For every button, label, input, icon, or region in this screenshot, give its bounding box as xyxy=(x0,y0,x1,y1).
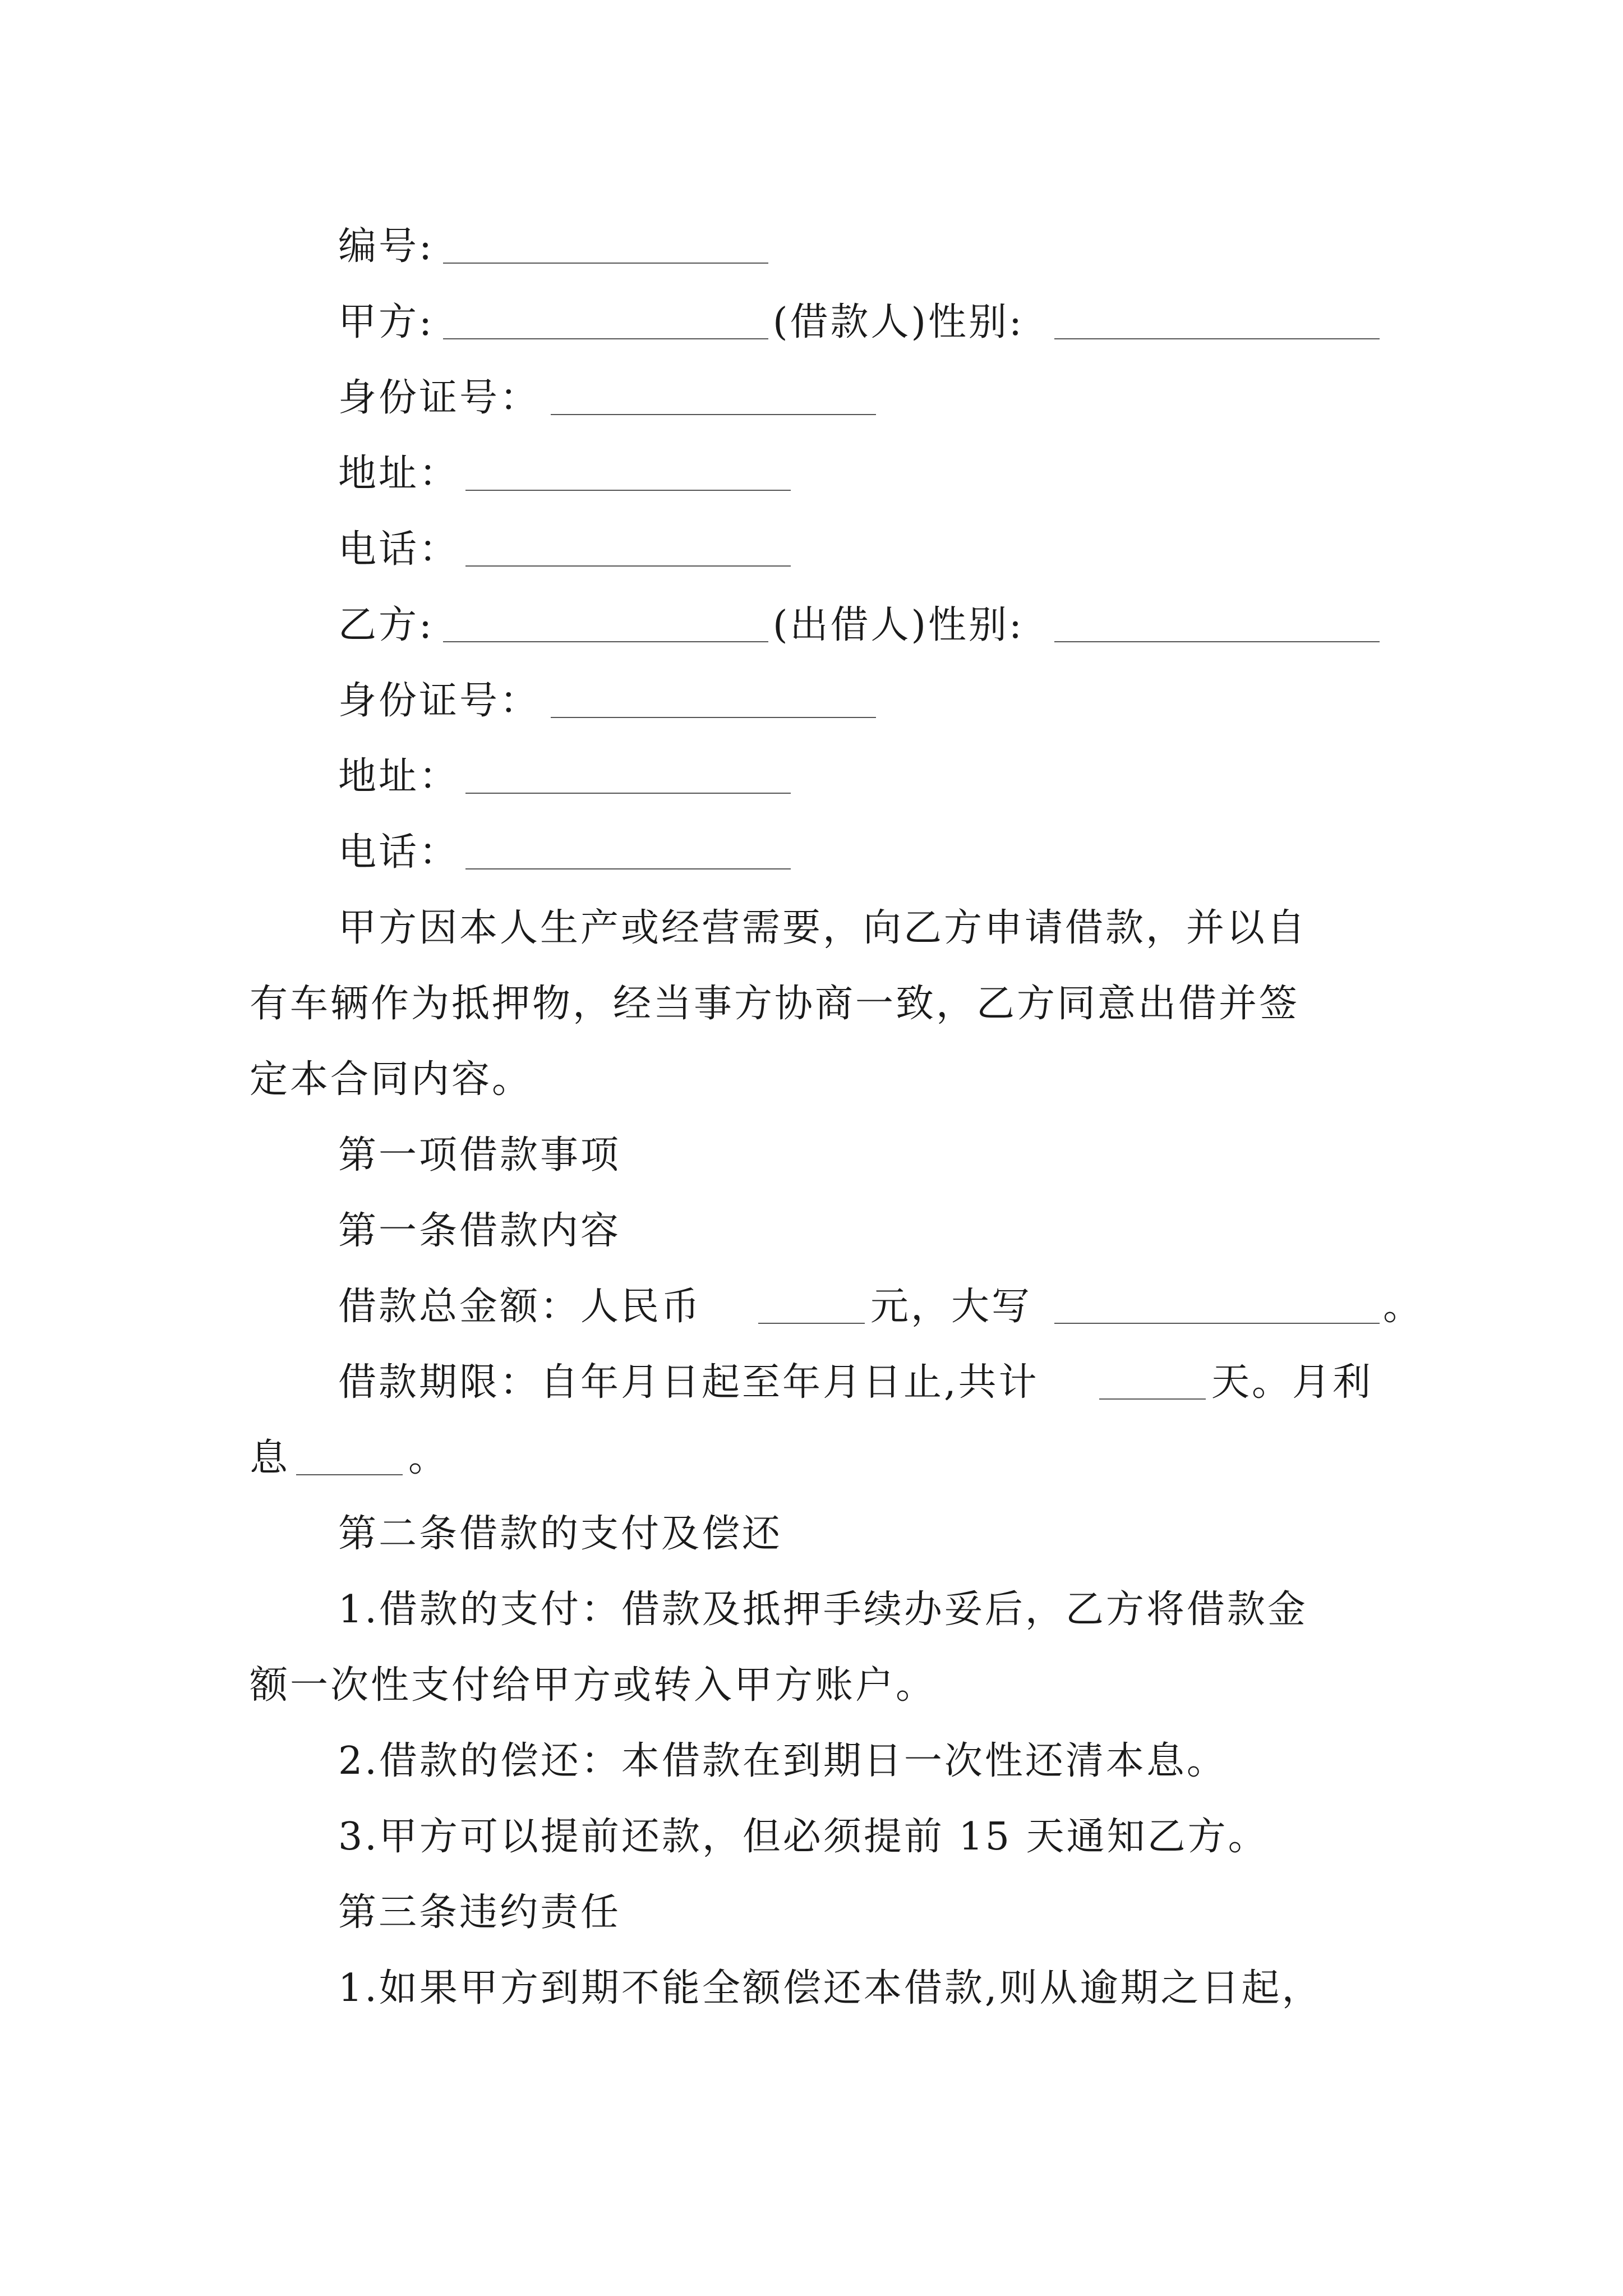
party-a-address-label: 地址： xyxy=(338,452,460,496)
party-a-phone-blank[interactable] xyxy=(465,565,791,567)
article2-item3-text: 3.甲方可以提前还款，但必须提前 15 天通知乙方。 xyxy=(338,1815,1269,1859)
party-b-name-blank[interactable] xyxy=(443,641,768,642)
intro-line-2 xyxy=(0,970,1623,1038)
party-b-id-blank[interactable] xyxy=(551,717,876,718)
number-blank[interactable] xyxy=(443,263,768,264)
party-b-address-label: 地址： xyxy=(338,754,460,799)
article3-item1-line1 xyxy=(0,1955,1623,2022)
party-b-phone-blank[interactable] xyxy=(465,868,791,869)
article2-item1-line2 xyxy=(0,1652,1623,1719)
party-a-phone-row xyxy=(0,516,1623,583)
amount-label: 借款总金额：人民币 xyxy=(338,1285,702,1329)
article2-title-text: 第二条借款的支付及偿还 xyxy=(338,1512,783,1556)
article3-item1-text-1: 1.如果甲方到期不能全额偿还本借款,则从逾期之日起， xyxy=(338,1966,1322,2010)
party-a-id-row xyxy=(0,365,1623,432)
section1-title xyxy=(0,1122,1623,1189)
term-text: 借款期限：自年月日起至年月日止,共计 xyxy=(338,1360,1039,1405)
lender-role-label: (出借人)性别: xyxy=(773,603,1024,647)
borrower-role-label: (借款人)性别: xyxy=(773,300,1024,344)
article2-item1-text-1: 1.借款的支付：借款及抵押手续办妥后，乙方将借款金 xyxy=(338,1588,1308,1632)
party-b-phone-row xyxy=(0,819,1623,886)
party-a-address-row xyxy=(0,440,1623,508)
term-row xyxy=(0,1349,1623,1416)
article2-item1-line1 xyxy=(0,1576,1623,1644)
article3-title xyxy=(0,1879,1623,1947)
amount-blank[interactable] xyxy=(758,1323,865,1324)
intro-line-1 xyxy=(0,895,1623,962)
party-a-gender-blank[interactable] xyxy=(1054,338,1380,339)
party-b-address-row xyxy=(0,743,1623,811)
intro-text-3: 定本合同内容。 xyxy=(250,1057,533,1102)
section1-title-text: 第一项借款事项 xyxy=(338,1133,621,1177)
interest-row xyxy=(0,1425,1623,1492)
article1-title-text: 第一条借款内容 xyxy=(338,1209,621,1253)
yuan-label: 元，大写 xyxy=(870,1285,1032,1329)
article2-title xyxy=(0,1501,1623,1568)
party-a-row xyxy=(0,289,1623,356)
amount-words-blank[interactable] xyxy=(1054,1323,1380,1324)
article1-title xyxy=(0,1198,1623,1265)
interest-period: 。 xyxy=(408,1436,449,1480)
number-label: 编号: xyxy=(338,224,434,269)
party-b-id-row xyxy=(0,668,1623,735)
party-a-phone-label: 电话： xyxy=(338,527,460,572)
party-b-address-blank[interactable] xyxy=(465,793,791,794)
party-a-address-blank[interactable] xyxy=(465,490,791,491)
party-a-name-blank[interactable] xyxy=(443,338,768,339)
intro-text-1: 甲方因本人生产或经营需要，向乙方申请借款，并以自 xyxy=(338,906,1308,950)
party-a-label: 甲方: xyxy=(338,300,434,344)
party-b-row xyxy=(0,592,1623,659)
term-days-blank[interactable] xyxy=(1099,1398,1206,1400)
article2-item2 xyxy=(0,1728,1623,1795)
intro-line-3 xyxy=(0,1046,1623,1114)
party-b-id-label: 身份证号： xyxy=(338,679,541,723)
amount-period: 。 xyxy=(1383,1285,1424,1329)
article2-item3 xyxy=(0,1803,1623,1871)
article3-title-text: 第三条违约责任 xyxy=(338,1890,621,1935)
party-a-id-blank[interactable] xyxy=(551,414,876,415)
article2-item1-text-2: 额一次性支付给甲方或转入甲方账户。 xyxy=(250,1663,937,1708)
article2-item2-text: 2.借款的偿还：本借款在到期日一次性还清本息。 xyxy=(338,1739,1227,1783)
interest-blank[interactable] xyxy=(296,1474,403,1475)
party-b-label: 乙方: xyxy=(338,603,434,647)
party-a-id-label: 身份证号： xyxy=(338,376,541,420)
party-b-gender-blank[interactable] xyxy=(1054,641,1380,642)
term-days-label: 天。月利 xyxy=(1211,1360,1373,1405)
party-b-phone-label: 电话： xyxy=(338,830,460,875)
number-row xyxy=(0,213,1623,280)
interest-label: 息 xyxy=(250,1436,291,1480)
intro-text-2: 有车辆作为抵押物，经当事方协商一致，乙方同意出借并签 xyxy=(250,982,1300,1026)
amount-row xyxy=(0,1273,1623,1341)
